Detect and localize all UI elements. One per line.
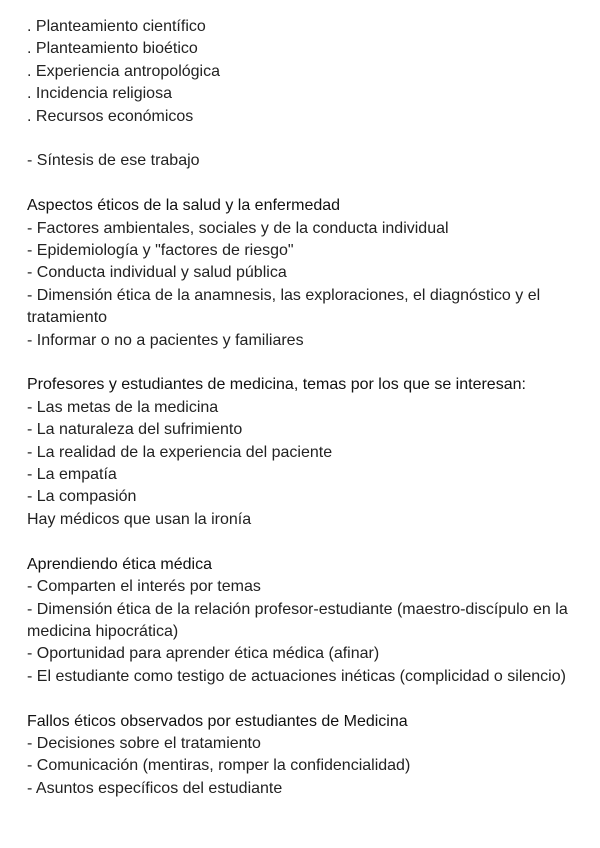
- section-heading: Profesores y estudiantes de medicina, temas por los que se interesan:: [27, 376, 526, 394]
- document-body: [27, 16, 587, 800]
- intro-item: . Recursos económicos: [27, 107, 194, 125]
- list-item: - Epidemiología y "factores de riesgo": [27, 242, 294, 260]
- section-heading: Aprendiendo ética médica: [27, 555, 213, 573]
- synthesis-line: - Síntesis de ese trabajo: [27, 152, 200, 170]
- list-item: - Dimensión ética de la anamnesis, las exploraciones, el diagnóstico y el tratamiento: [27, 286, 545, 327]
- spacer: [27, 128, 587, 150]
- section-heading: Fallos éticos observados por estudiantes de Medicina: [27, 712, 408, 730]
- list-item: - Las metas de la medicina: [27, 398, 219, 416]
- list-item: - La realidad de la experiencia del paciente: [27, 443, 333, 461]
- section-ethical-failures: [27, 711, 587, 801]
- list-item: - Factores ambientales, sociales y de la conducta individual: [27, 219, 449, 237]
- section-learning-ethics: [27, 554, 587, 688]
- list-item: - Conducta individual y salud pública: [27, 264, 287, 282]
- list-item: - Oportunidad para aprender ética médica (afinar): [27, 645, 380, 663]
- list-item: - La empatía: [27, 466, 117, 484]
- spacer: [27, 173, 587, 195]
- intro-item: . Planteamiento bioético: [27, 40, 198, 58]
- list-item: - Asuntos específicos del estudiante: [27, 779, 283, 797]
- list-item: Hay médicos que usan la ironía: [27, 510, 252, 528]
- intro-item: . Planteamiento científico: [27, 18, 206, 35]
- intro-item: . Incidencia religiosa: [27, 85, 172, 103]
- list-item: - La naturaleza del sufrimiento: [27, 421, 243, 439]
- spacer: [27, 688, 587, 710]
- intro-item: . Experiencia antropológica: [27, 62, 221, 80]
- intro-list: [27, 16, 587, 128]
- list-item: - Informar o no a pacientes y familiares: [27, 331, 304, 349]
- spacer: [27, 531, 587, 553]
- list-item: - Dimensión ética de la relación profesor-estudiante (maestro-discípulo en la medicina hipocrática): [27, 600, 573, 640]
- section-heading: Aspectos éticos de la salud y la enfermedad: [27, 197, 341, 215]
- section-ethics-health: [27, 195, 587, 352]
- list-item: - El estudiante como testigo de actuaciones inéticas (complicidad o silencio): [27, 667, 566, 685]
- list-item: - Comparten el interés por temas: [27, 578, 261, 596]
- list-item: - La compasión: [27, 488, 137, 506]
- spacer: [27, 352, 587, 374]
- list-item: - Decisiones sobre el tratamiento: [27, 734, 261, 752]
- list-item: - Comunicación (mentiras, romper la confidencialidad): [27, 757, 411, 775]
- section-teachers-students: [27, 374, 587, 531]
